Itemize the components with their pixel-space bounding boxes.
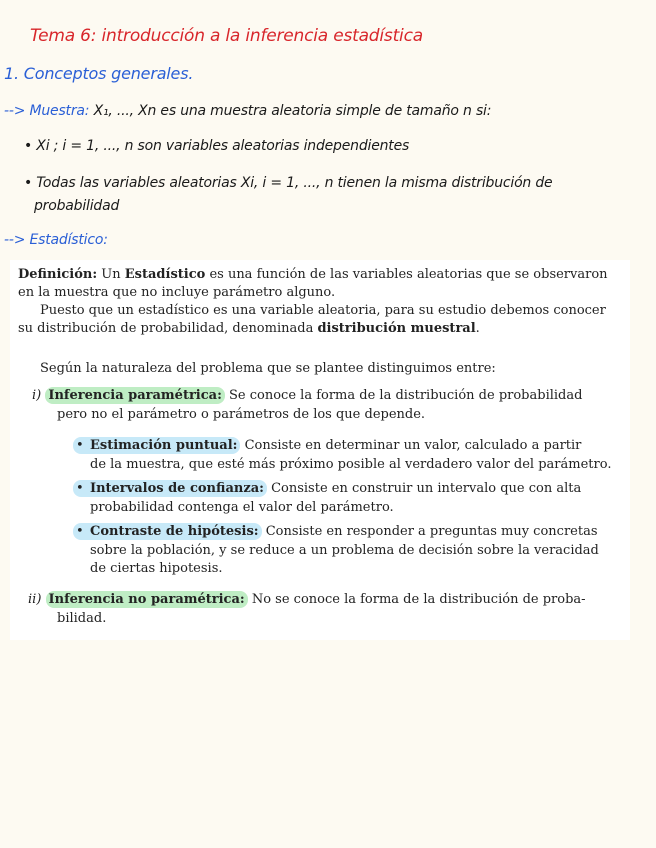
def-p2-text-a: su distribución de probabilidad, denominada (18, 321, 318, 336)
subitem-contraste-text: Consiste en responder a preguntas muy concretas (261, 524, 598, 539)
subitem-estimacion-title: • Estimación puntual: (73, 437, 240, 454)
item-i-line-1 (32, 387, 582, 405)
subitem-intervalos-title: • Intervalos de confianza: (73, 480, 267, 497)
item-ii-line-2: bilidad. (57, 611, 107, 626)
distribucion-muestral: distribución muestral (317, 321, 476, 336)
subitem-intervalos-line-2: probabilidad contenga el valor del parámetro. (90, 500, 394, 515)
muestra-line (4, 103, 491, 119)
note-title: Tema 6: introducción a la inferencia estadística (30, 26, 423, 46)
subitem-estimacion-line-2: de la muestra, que esté más próximo posible al verdadero valor del parámetro. (90, 457, 612, 472)
item-ii-line-1 (28, 591, 586, 609)
section-heading: 1. Conceptos generales. (4, 64, 194, 83)
def-term: Estadístico (124, 267, 206, 282)
subitem-intervalos-text: Consiste en construir un intervalo que con alta (266, 481, 582, 496)
intro-line: Según la naturaleza del problema que se plantee distinguimos entre: (40, 361, 496, 376)
item-i-line-2: pero no el parámetro o parámetros de los que depende. (57, 407, 426, 422)
def-line-2: en la muestra que no incluye parámetro alguno. (18, 285, 336, 300)
definition-box (10, 260, 630, 640)
def-line-1 (18, 266, 608, 284)
subitem-estimacion-line-1 (73, 437, 581, 455)
bullet-misma-distribucion-cont: probabilidad (34, 198, 120, 214)
bullet-misma-distribucion: • Todas las variables aleatorias Xi, i = 1, ..., n tienen la misma distribución de (24, 175, 553, 191)
item-ii-title: Inferencia no paramétrica: (46, 591, 248, 608)
subitem-contraste-line-2: sobre la población, y se reduce a un problema de decisión sobre la veracidad (90, 543, 599, 558)
bullet-independientes: • Xi ; i = 1, ..., n son variables aleatorias independientes (24, 138, 410, 154)
def-p2-line-2 (18, 320, 480, 338)
muestra-text: X₁, ..., Xn es una muestra aleatoria simple de tamaño n si: (93, 103, 492, 119)
muestra-label: --> Muestra: (4, 103, 90, 119)
subitem-contraste-line-3: de ciertas hipotesis. (90, 561, 223, 576)
subitem-intervalos-line-1 (73, 480, 581, 498)
def-text-c: es una función de las variables aleatorias que se observaron (205, 267, 608, 282)
def-label: Definición: (18, 267, 98, 282)
def-p2-line-1: Puesto que un estadístico es una variable aleatoria, para su estudio debemos conocer (40, 303, 606, 318)
def-text-a: Un (97, 267, 125, 282)
item-ii-text: No se conoce la forma de la distribución de proba- (247, 592, 586, 607)
estadistico-label: --> Estadístico: (4, 232, 108, 248)
subitem-contraste-line-1 (73, 523, 598, 541)
item-i-title: Inferencia paramétrica: (45, 387, 225, 404)
def-p2-text-c: . (475, 321, 480, 336)
subitem-contraste-title: • Contraste de hipótesis: (73, 523, 262, 540)
subitem-estimacion-text: Consiste en determinar un valor, calculado a partir (240, 438, 582, 453)
item-i-label: i) (32, 388, 42, 403)
item-ii-label: ii) (28, 592, 42, 607)
item-i-text: Se conoce la forma de la distribución de probabilidad (224, 388, 583, 403)
